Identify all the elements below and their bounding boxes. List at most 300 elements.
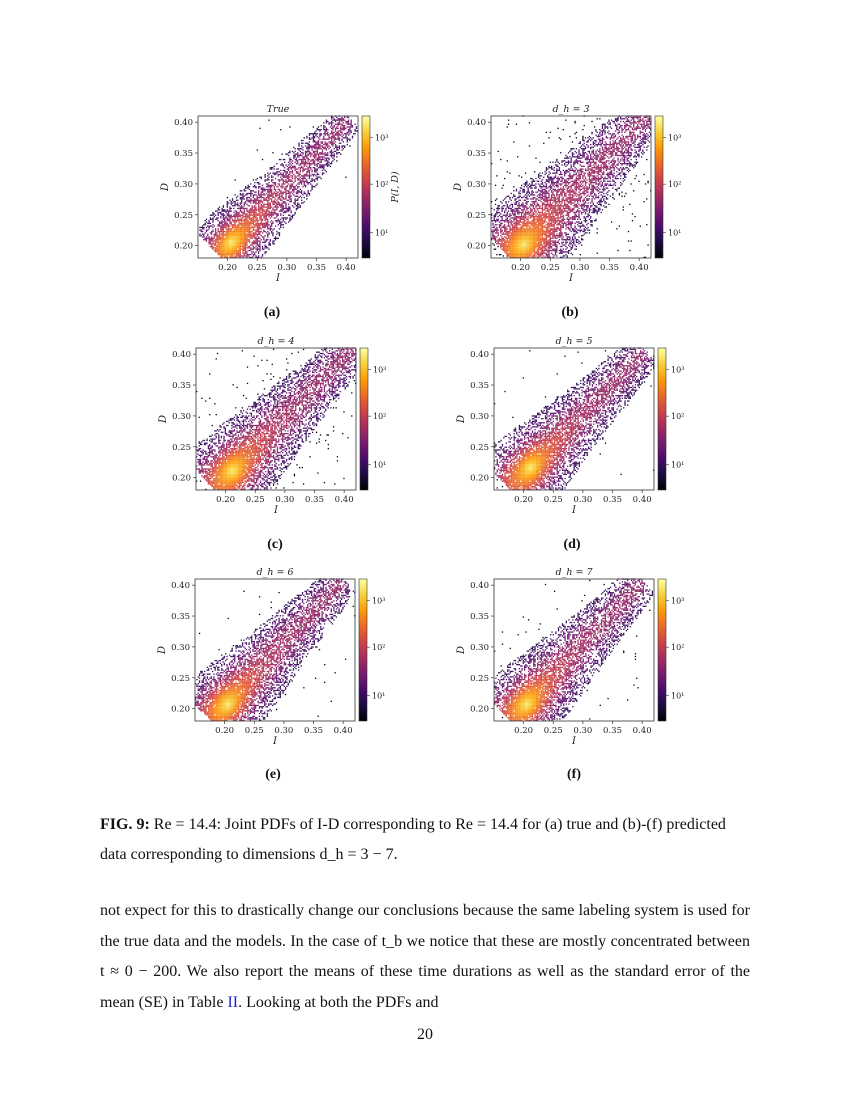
heatmap-cell [253, 220, 254, 221]
heatmap-cell [297, 155, 298, 156]
heatmap-cell [334, 132, 335, 133]
heatmap-cell [500, 159, 501, 160]
heatmap-cell [215, 247, 216, 248]
heatmap-cell [223, 243, 224, 244]
heatmap-cell [294, 212, 295, 213]
heatmap-cell [302, 194, 303, 195]
heatmap-cell [254, 234, 255, 235]
heatmap-cell [551, 187, 552, 188]
heatmap-cell [274, 193, 275, 194]
heatmap-cell [289, 217, 290, 218]
heatmap-cell [546, 186, 547, 187]
heatmap-cell [557, 215, 558, 216]
heatmap-cell [534, 201, 535, 202]
heatmap-cell [255, 219, 256, 220]
heatmap-cell [306, 196, 307, 197]
heatmap-cell [237, 232, 238, 233]
heatmap-cell [259, 225, 260, 226]
heatmap-cell [285, 206, 286, 207]
heatmap-cell [218, 244, 219, 245]
heatmap-cell [248, 216, 249, 217]
heatmap-cell [537, 243, 538, 244]
heatmap-cell [539, 240, 540, 241]
heatmap-cell [318, 148, 319, 149]
heatmap-cell [210, 219, 211, 220]
heatmap-cell [271, 216, 272, 217]
heatmap-cell [555, 209, 556, 210]
heatmap-cell [289, 160, 290, 161]
heatmap-cell [216, 239, 217, 240]
heatmap-cell [542, 193, 543, 194]
heatmap-cell [220, 247, 221, 248]
heatmap-cell [537, 198, 538, 199]
heatmap-cell [514, 227, 515, 228]
heatmap-cell [210, 217, 211, 218]
heatmap-cell [317, 174, 318, 175]
heatmap-cell [297, 178, 298, 179]
heatmap-cell [271, 215, 272, 216]
heatmap-cell [321, 153, 322, 154]
heatmap-cell [520, 255, 521, 256]
heatmap-cell [221, 243, 222, 244]
heatmap-cell [263, 209, 264, 210]
heatmap-cell [524, 192, 525, 193]
heatmap-cell [218, 250, 219, 251]
heatmap-cell [220, 253, 221, 254]
heatmap-cell [528, 230, 529, 231]
heatmap-cell [314, 136, 315, 137]
heatmap-cell [352, 136, 353, 137]
heatmap-cell [331, 118, 332, 119]
heatmap-cell [238, 220, 239, 221]
heatmap-cell [305, 181, 306, 182]
heatmap-cell [248, 200, 249, 201]
heatmap-cell [513, 246, 514, 247]
heatmap-cell [509, 255, 510, 256]
heatmap-cell [551, 250, 552, 251]
heatmap-cell [495, 185, 496, 186]
heatmap-cell [304, 162, 305, 163]
heatmap-cell [516, 239, 517, 240]
heatmap-cell [323, 137, 324, 138]
heatmap-cell [224, 217, 225, 218]
heatmap-cell [526, 255, 527, 256]
heatmap-cell [251, 205, 252, 206]
heatmap-cell [537, 236, 538, 237]
heatmap-cell [235, 220, 236, 221]
heatmap-cell [278, 219, 279, 220]
heatmap-cell [541, 239, 542, 240]
heatmap-cell [551, 186, 552, 187]
heatmap-cell [542, 186, 543, 187]
heatmap-cell [556, 160, 557, 161]
heatmap-cell [254, 243, 255, 244]
heatmap-cell [232, 254, 233, 255]
heatmap-cell [296, 189, 297, 190]
heatmap-cell [336, 133, 337, 134]
heatmap-cell [501, 230, 502, 231]
heatmap-cell [280, 209, 281, 210]
heatmap-cell [231, 204, 232, 205]
heatmap-cell [229, 236, 230, 237]
heatmap-cell [228, 225, 229, 226]
heatmap-cell [250, 190, 251, 191]
heatmap-cell [544, 249, 545, 250]
heatmap-cell [547, 200, 548, 201]
heatmap-cell [550, 243, 551, 244]
heatmap-cell [237, 253, 238, 254]
heatmap-cell [248, 234, 249, 235]
heatmap-cell [311, 148, 312, 149]
heatmap-cell [251, 219, 252, 220]
heatmap-cell [548, 217, 549, 218]
heatmap-cell [233, 205, 234, 206]
heatmap-cell [530, 249, 531, 250]
heatmap-cell [324, 130, 325, 131]
heatmap-cell [509, 227, 510, 228]
heatmap-cell [245, 228, 246, 229]
heatmap-cell [294, 177, 295, 178]
heatmap-cell [258, 186, 259, 187]
heatmap-cell [520, 190, 521, 191]
heatmap-cell [542, 235, 543, 236]
heatmap-cell [223, 247, 224, 248]
heatmap-cell [561, 179, 562, 180]
heatmap-cell [533, 208, 534, 209]
heatmap-cell [511, 238, 512, 239]
heatmap-cell [301, 143, 302, 144]
heatmap-cell [556, 171, 557, 172]
heatmap-cell [227, 234, 228, 235]
heatmap-cell [219, 242, 220, 243]
heatmap-cell [498, 234, 499, 235]
heatmap-cell [552, 230, 553, 231]
heatmap-cell [498, 206, 499, 207]
heatmap-cell [254, 186, 255, 187]
heatmap-cell [546, 224, 547, 225]
heatmap-cell [508, 221, 509, 222]
heatmap-cell [554, 186, 555, 187]
heatmap-cell [354, 124, 355, 125]
heatmap-cell [530, 235, 531, 236]
heatmap-cell [524, 243, 525, 244]
heatmap-cell [319, 134, 320, 135]
heatmap-cell [492, 243, 493, 244]
heatmap-cell [503, 238, 504, 239]
heatmap-cell [528, 221, 529, 222]
heatmap-cell [541, 183, 542, 184]
heatmap-cell [530, 224, 531, 225]
heatmap-cell [524, 215, 525, 216]
heatmap-cell [539, 186, 540, 187]
heatmap-cell [283, 183, 284, 184]
heatmap-cell [223, 206, 224, 207]
heatmap-cell [254, 224, 255, 225]
heatmap-cell [244, 234, 245, 235]
heatmap-cell [511, 200, 512, 201]
heatmap-cell [343, 122, 344, 123]
heatmap-cell [561, 194, 562, 195]
heatmap-cell [228, 213, 229, 214]
heatmap-cell [525, 215, 526, 216]
heatmap-cell [315, 133, 316, 134]
heatmap-cell [341, 139, 342, 140]
heatmap-cell [529, 249, 530, 250]
heatmap-cell [246, 219, 247, 220]
heatmap-cell [528, 201, 529, 202]
heatmap-cell [522, 230, 523, 231]
heatmap-cell [537, 251, 538, 252]
heatmap-cell [528, 242, 529, 243]
heatmap-cell [513, 232, 514, 233]
heatmap-cell [550, 234, 551, 235]
heatmap-cell [304, 181, 305, 182]
heatmap-cell [533, 217, 534, 218]
heatmap-cell [550, 225, 551, 226]
heatmap-cell [218, 215, 219, 216]
heatmap-cell [326, 130, 327, 131]
heatmap-cell [525, 249, 526, 250]
heatmap-cell [235, 240, 236, 241]
heatmap-cell [311, 170, 312, 171]
heatmap-cell [551, 220, 552, 221]
heatmap-cell [237, 228, 238, 229]
heatmap-cell [306, 156, 307, 157]
heatmap-cell [311, 174, 312, 175]
heatmap-cell [221, 253, 222, 254]
heatmap-cell [287, 177, 288, 178]
heatmap-cell [284, 167, 285, 168]
heatmap-cell [227, 225, 228, 226]
heatmap-cell [221, 228, 222, 229]
heatmap-cell [233, 231, 234, 232]
heatmap-cell [518, 204, 519, 205]
heatmap-cell [250, 247, 251, 248]
heatmap-cell [300, 171, 301, 172]
heatmap-cell [534, 239, 535, 240]
heatmap-cell [507, 225, 508, 226]
heatmap-cell [318, 159, 319, 160]
heatmap-cell [504, 246, 505, 247]
heatmap-cell [543, 216, 544, 217]
heatmap-cell [516, 242, 517, 243]
heatmap-cell [255, 234, 256, 235]
heatmap-cell [560, 172, 561, 173]
heatmap-cell [263, 189, 264, 190]
heatmap-cell [514, 253, 515, 254]
heatmap-cell [550, 189, 551, 190]
heatmap-cell [332, 136, 333, 137]
heatmap-cell [529, 232, 530, 233]
heatmap-cell [315, 147, 316, 148]
heatmap-cell [245, 186, 246, 187]
heatmap-cell [517, 216, 518, 217]
heatmap-cell [288, 193, 289, 194]
heatmap-cell [310, 163, 311, 164]
heatmap-cell [321, 145, 322, 146]
heatmap-cell [253, 230, 254, 231]
heatmap-cell [318, 155, 319, 156]
heatmap-cell [317, 172, 318, 173]
heatmap-cell [505, 230, 506, 231]
heatmap-cell [512, 221, 513, 222]
heatmap-cell [258, 192, 259, 193]
heatmap-cell [304, 197, 305, 198]
heatmap-cell [521, 250, 522, 251]
heatmap-cell [249, 186, 250, 187]
heatmap-cell [554, 221, 555, 222]
heatmap-cell [202, 225, 203, 226]
heatmap-cell [547, 227, 548, 228]
heatmap-cell [330, 166, 331, 167]
heatmap-cell [546, 216, 547, 217]
heatmap-cell [345, 137, 346, 138]
heatmap-cell [285, 202, 286, 203]
heatmap-cell [513, 223, 514, 224]
heatmap-cell [231, 232, 232, 233]
heatmap-cell [250, 194, 251, 195]
heatmap-cell [245, 221, 246, 222]
heatmap-cell [560, 171, 561, 172]
heatmap-cell [564, 181, 565, 182]
heatmap-cell [524, 247, 525, 248]
heatmap-cell [288, 177, 289, 178]
heatmap-cell [258, 183, 259, 184]
heatmap-cell [297, 190, 298, 191]
heatmap-cell [267, 194, 268, 195]
heatmap-cell [294, 170, 295, 171]
heatmap-cell [272, 221, 273, 222]
heatmap-cell [279, 198, 280, 199]
heatmap-cell [347, 144, 348, 145]
heatmap-cell [567, 239, 568, 240]
heatmap-cell [240, 236, 241, 237]
heatmap-cell [221, 227, 222, 228]
heatmap-cell [505, 249, 506, 250]
heatmap-cell [258, 220, 259, 221]
heatmap-cell [526, 193, 527, 194]
heatmap-cell [261, 177, 262, 178]
heatmap-cell [543, 221, 544, 222]
heatmap-cell [263, 227, 264, 228]
heatmap-cell [546, 206, 547, 207]
heatmap-cell [240, 239, 241, 240]
heatmap-cell [313, 152, 314, 153]
heatmap-cell [241, 224, 242, 225]
heatmap-cell [327, 139, 328, 140]
heatmap-cell [544, 174, 545, 175]
heatmap-cell [257, 223, 258, 224]
heatmap-cell [551, 206, 552, 207]
heatmap-cell [283, 175, 284, 176]
heatmap-cell [514, 204, 515, 205]
heatmap-cell [554, 178, 555, 179]
heatmap-cell [296, 193, 297, 194]
heatmap-cell [221, 225, 222, 226]
heatmap-cell [512, 246, 513, 247]
heatmap-cell [334, 143, 335, 144]
heatmap-cell [344, 126, 345, 127]
heatmap-cell [335, 124, 336, 125]
heatmap-cell [240, 190, 241, 191]
heatmap-cell [564, 219, 565, 220]
heatmap-cell [332, 155, 333, 156]
heatmap-cell [264, 206, 265, 207]
heatmap-cell [288, 215, 289, 216]
heatmap-cell [240, 250, 241, 251]
heatmap-cell [306, 148, 307, 149]
y-tick-label: 0.25 [174, 211, 193, 221]
heatmap-cell [541, 186, 542, 187]
heatmap-cell [554, 200, 555, 201]
heatmap-cell [533, 231, 534, 232]
heatmap-cell [551, 224, 552, 225]
heatmap-cell [297, 148, 298, 149]
heatmap-cell [501, 219, 502, 220]
heatmap-cell [289, 126, 290, 127]
heatmap-cell [199, 234, 200, 235]
heatmap-cell [267, 197, 268, 198]
heatmap-cell [294, 181, 295, 182]
heatmap-cell [551, 238, 552, 239]
heatmap-cell [220, 254, 221, 255]
heatmap-cell [516, 228, 517, 229]
heatmap-cell [561, 211, 562, 212]
heatmap-cell [253, 211, 254, 212]
heatmap-cell [332, 120, 333, 121]
heatmap-cell [291, 181, 292, 182]
heatmap-cell [531, 201, 532, 202]
heatmap-cell [525, 232, 526, 233]
heatmap-cell [242, 193, 243, 194]
heatmap-cell [533, 244, 534, 245]
heatmap-cell [507, 217, 508, 218]
heatmap-cell [552, 197, 553, 198]
heatmap-cell [525, 244, 526, 245]
heatmap-cell [244, 209, 245, 210]
heatmap-cell [567, 219, 568, 220]
heatmap-cell [251, 221, 252, 222]
heatmap-cell [529, 227, 530, 228]
heatmap-cell [311, 187, 312, 188]
heatmap-cell [522, 249, 523, 250]
heatmap-cell [543, 246, 544, 247]
heatmap-cell [520, 253, 521, 254]
heatmap-cell [293, 206, 294, 207]
heatmap-cell [520, 246, 521, 247]
heatmap-cell [236, 213, 237, 214]
heatmap-cell [327, 129, 328, 130]
heatmap-cell [251, 225, 252, 226]
heatmap-cell [223, 242, 224, 243]
heatmap-cell [524, 206, 525, 207]
heatmap-cell [327, 144, 328, 145]
heatmap-cell [288, 170, 289, 171]
heatmap-cell [236, 250, 237, 251]
heatmap-cell [518, 230, 519, 231]
heatmap-cell [281, 175, 282, 176]
heatmap-cell [274, 238, 275, 239]
heatmap-cell [241, 238, 242, 239]
heatmap-cell [224, 235, 225, 236]
heatmap-cell [534, 228, 535, 229]
heatmap-cell [302, 143, 303, 144]
heatmap-cell [505, 242, 506, 243]
heatmap-cell [279, 228, 280, 229]
heatmap-cell [270, 221, 271, 222]
heatmap-cell [242, 232, 243, 233]
heatmap-cell [236, 232, 237, 233]
